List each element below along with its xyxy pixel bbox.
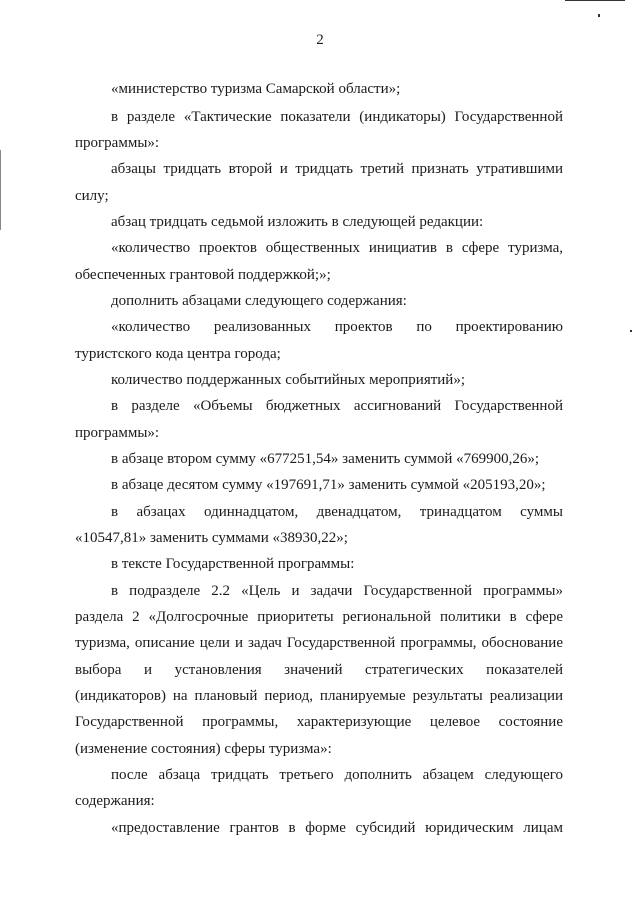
text-line: Государственной программы, характеризующие целевое состояние [75,714,563,730]
text-line: «количество проектов общественных инициатив в сфере туризма, [111,240,563,256]
text-line: абзацы тридцать второй и тридцать третий признать утратившими [111,161,563,177]
text-line: в абзацах одиннадцатом, двенадцатом, тринадцатом суммы [111,504,563,520]
scan-artifact [565,0,625,1]
text-line: силу; [75,188,109,204]
text-line: в разделе «Тактические показатели (индикаторы) Государственной [111,109,563,125]
scan-artifact [598,14,600,17]
text-line: содержания: [75,793,155,809]
text-line: программы»: [75,135,160,151]
text-line: в тексте Государственной программы: [111,556,355,572]
scan-artifact [630,330,632,332]
text-line: (изменение состояния) сферы туризма»: [75,741,332,757]
text-line: в абзаце втором сумму «677251,54» заменить суммой «769900,26»; [111,451,540,467]
text-line: в разделе «Объемы бюджетных ассигнований Государственной [111,398,563,414]
text-line: количество поддержанных событийных мероприятий»; [111,372,465,388]
text-line: «предоставление грантов в форме субсидий юридическим лицам [111,820,563,836]
text-line: (индикаторов) на плановый период, планируемые результаты реализации [75,688,563,704]
text-line: выбора и установления значений стратегических показателей [75,662,563,678]
text-line: программы»: [75,425,160,441]
text-line: «10547,81» заменить суммами «38930,22»; [75,530,348,546]
text-line: в абзаце десятом сумму «197691,71» заменить суммой «205193,20»; [111,477,546,493]
text-line: после абзаца тридцать третьего дополнить абзацем следующего [111,767,563,783]
text-line: абзац тридцать седьмой изложить в следующей редакции: [111,214,484,230]
text-line: «количество реализованных проектов по проектированию [111,319,563,335]
text-line: туризма, описание цели и задач Государственной программы, обоснование [75,635,563,651]
text-line: в подразделе 2.2 «Цель и задачи Государственной программы» [111,583,563,599]
text-line: дополнить абзацами следующего содержания: [111,293,407,309]
text-line: «министерство туризма Самарской области»; [111,81,401,97]
text-line: туристского кода центра города; [75,346,281,362]
text-line: раздела 2 «Долгосрочные приоритеты региональной политики в сфере [75,609,563,625]
text-line: обеспеченных грантовой поддержкой;»; [75,267,331,283]
page-number: 2 [316,32,324,48]
scan-artifact [0,150,1,230]
